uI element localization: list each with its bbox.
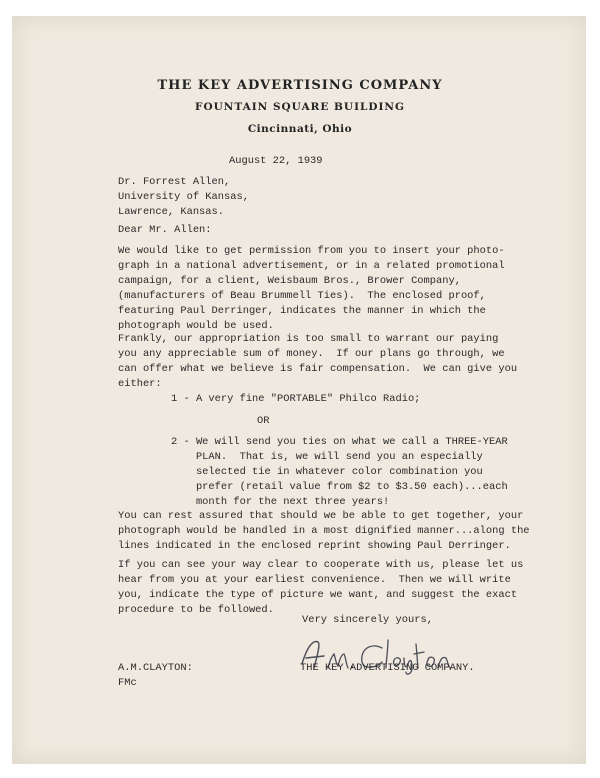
body-paragraph-4: If you can see your way clear to cooperate with us, please let us hear from you at your earliest convenience. Then we will write you, indicate the type of picture we want, and suggest the exact procedure to be followed. <box>118 559 524 616</box>
closing: Very sincerely yours, <box>302 614 433 626</box>
salutation: Dear Mr. Allen: <box>118 224 212 236</box>
letterhead-building: FOUNTAIN SQUARE BUILDING <box>195 101 405 113</box>
body-paragraph-2: Frankly, our appropriation is too small to warrant our paying you any appreciable sum of money. If our plans go through, we can offer what we believe is fair compensation. We can give you either: <box>118 333 518 390</box>
signature-company: THE KEY ADVERTISING COMPANY. <box>300 662 475 674</box>
letter-date: August 22, 1939 <box>229 155 323 167</box>
offer-or: OR <box>257 415 270 427</box>
offer-item-2: 2 - We will send you ties on what we call a THREE-YEAR PLAN. That is, we will send you an especially selected tie in whatever color combination you prefer (retail value from $2 to $3.50 each)...each month for the next three years! <box>171 436 508 508</box>
offer-item-1: 1 - A very fine "PORTABLE" Philco Radio; <box>171 393 421 405</box>
recipient-address: Dr. Forrest Allen, University of Kansas, Lawrence, Kansas. <box>118 176 249 218</box>
typist-initials: A.M.CLAYTON: FMc <box>118 662 193 689</box>
body-paragraph-1: We would like to get permission from you to insert your photo- graph in a national advertisement, or in a related promotional campaign, for a client, Weisbaum Bros., Brower Company, (manufacturers of Beau Brummell Ties). The enclosed proof, featuring Paul Derringer, indicates the manner in which the photograph would be used. <box>118 245 505 332</box>
letterhead-city: Cincinnati, Ohio <box>247 123 353 135</box>
letterhead-company: THE KEY ADVERTISING COMPANY <box>157 78 443 93</box>
body-paragraph-3: You can rest assured that should we be able to get together, your photograph would be handled in a most dignified manner...along the lines indicated in the enclosed reprint showing Paul Derringer. <box>118 510 530 552</box>
